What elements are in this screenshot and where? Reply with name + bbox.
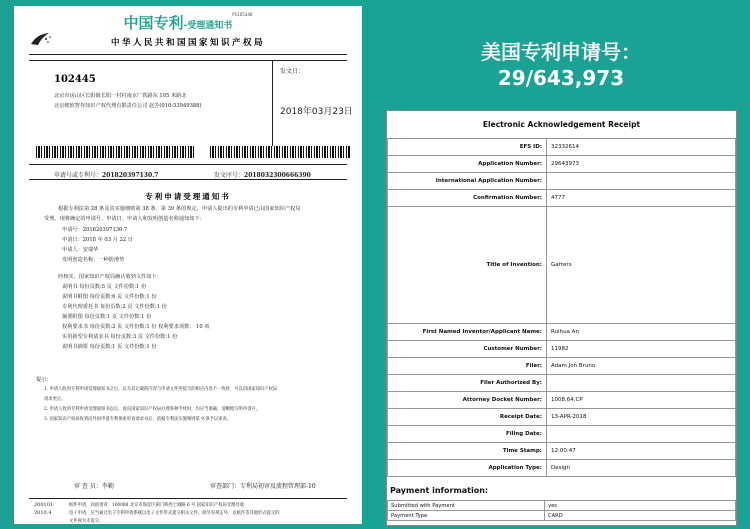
- footer-line: 文件视为未提交。: [69, 519, 104, 524]
- note-line: 1. 申请人收到专利申请受理通知书之后，认为其记载的内容与申请文件所提交的相应内容不一致时，可以向国家知识产权局: [44, 387, 278, 392]
- row-value: Adam Jon Bruno: [547, 358, 736, 375]
- doc-number: 2018032300666390: [244, 172, 311, 179]
- table-row: [388, 375, 736, 392]
- examiner: 审 查 员：李勤: [74, 483, 114, 490]
- us-title-line-1: 美国专利申请号：: [481, 40, 641, 64]
- row-value: 12:00:47: [547, 443, 736, 460]
- cn-title-sub: -受理通知书: [183, 21, 233, 31]
- row-value: 32332614: [547, 139, 736, 156]
- row-value: 1008.64.CP: [547, 392, 736, 409]
- row-value: 13-APR-2018: [547, 409, 736, 426]
- row-key: Customer Number:: [388, 341, 547, 358]
- info-line: 申请人：安瑞华: [62, 247, 99, 253]
- divider: [29, 164, 347, 165]
- body-line-1: 根据专利法第 28 条及其实施细则第 38 条、第 39 条的规定，申请人提出的专利申请已由国家知识产权局: [58, 206, 301, 212]
- department: 审查部门：专利局初审及流程管理部-10: [210, 483, 316, 490]
- row-key: Application Type:: [388, 460, 547, 477]
- footer-code-1: 200101: [34, 502, 54, 508]
- divider: [272, 61, 273, 153]
- row-key: Filer:: [388, 358, 547, 375]
- info-line: 申请日：2018 年 03 月 22 日: [62, 237, 133, 243]
- table-row: [388, 341, 736, 358]
- doc-number-label: 发文序号：: [214, 172, 245, 179]
- info-line: 申请号：201820397130.7: [62, 227, 128, 233]
- row-key: EFS ID:: [388, 139, 547, 156]
- payment-table: [387, 500, 736, 521]
- cn-authority: 中华人民共和国国家知识产权局: [110, 38, 265, 48]
- row-key: Filing Date:: [388, 426, 547, 443]
- divider: [29, 60, 347, 61]
- note-line: 3. 国家知识产权局收到向外国申请专利保密审查请求书后，依据专利法实施细则第 9 条予以审查。: [44, 417, 232, 422]
- doc-line: 说明书附图 每份页数:6 页 文件份数:1 份: [62, 294, 157, 300]
- table-row: [388, 426, 736, 443]
- acknowledgement-receipt: [386, 110, 737, 526]
- row-key: International Application Number:: [388, 173, 547, 190]
- table-row: [388, 409, 736, 426]
- doc-line: 专利代理委托书 每份页数:2 页 文件份数:1 份: [62, 304, 167, 310]
- footer-line: 电子申请，应当通过电子专利申请系统以电子文件形式提交相关文件。除另有规定外，以纸件等其他形式提交的: [69, 511, 280, 516]
- footer-line: 纸件申请，回函请寄：100088 北京市海淀区蓟门桥西土城路 6 号 国家知识产权局受理处收: [69, 503, 244, 508]
- table-row: [388, 501, 736, 511]
- row-key: Attorney Docket Number:: [388, 392, 547, 409]
- row-key: First Named Inventor/Applicant Name:: [388, 324, 547, 341]
- row-value: 4777: [547, 190, 736, 207]
- doc-line: 摘要附图 每份页数:1 页 文件份数:1 份: [62, 314, 152, 320]
- cn-receipt-notice: [14, 6, 362, 524]
- doc-line: 说明书 每份页数:5 页 文件份数:1 份: [62, 284, 147, 290]
- row-value: Design: [547, 460, 736, 477]
- cn-doc-title: 专利申请受理通知书: [145, 192, 231, 201]
- cn-title-code: P110534K: [232, 12, 253, 17]
- app-number-label: 申请号或专利号：: [54, 172, 103, 179]
- barcode: [210, 146, 350, 158]
- table-row: [388, 511, 736, 521]
- table-row: [388, 392, 736, 409]
- row-key: Confirmation Number:: [388, 190, 547, 207]
- address-line-2: 北京细软智谷知识产权代理有限责任公司 赵芳(010-53949388): [54, 103, 202, 109]
- app-number-field: [54, 170, 158, 179]
- row-value: CARD: [545, 511, 736, 521]
- doc-line: 实用新型专利请求书 每份页数:3 页 文件份数:1 份: [62, 334, 178, 340]
- barcode: [36, 146, 196, 158]
- doc-number-field: [214, 170, 311, 179]
- receipt-title: Electronic Acknowledgement Receipt: [387, 111, 736, 139]
- address-line-1: 北京市房山区长阳镇长阳一村村南京广铁路东 105 米路北: [54, 93, 187, 99]
- table-row: [388, 460, 736, 477]
- divider: [29, 498, 347, 499]
- table-row: [388, 207, 736, 324]
- notes-title: 提示：: [36, 377, 52, 383]
- row-key: Filer Authorized By:: [388, 375, 547, 392]
- row-key: Submitted with Payment: [388, 501, 545, 511]
- table-row: [388, 156, 736, 173]
- doc-line: 权利要求书 每份页数:2 页 文件份数:1 份 权利要求项数： 10 项: [62, 324, 210, 330]
- table-row: [388, 173, 736, 190]
- row-value: yes: [545, 501, 736, 511]
- table-row: [388, 139, 736, 156]
- dispatch-date-label: 发文日：: [280, 68, 305, 75]
- info-line: 发明创造名称：一种防滑垫: [62, 257, 125, 263]
- divider: [29, 54, 347, 55]
- row-value: 11982: [547, 341, 736, 358]
- payment-title: Payment information:: [390, 486, 489, 495]
- app-number: 201820397130.7: [102, 172, 159, 179]
- docs-intro: 经核实，国家知识产权局确认收到文件如下：: [58, 274, 162, 280]
- row-value: Ruihua An: [547, 324, 736, 341]
- row-key: Payment Type: [388, 511, 545, 521]
- cn-title-main: 中国专利: [123, 14, 184, 32]
- row-value: 29643973: [547, 156, 736, 173]
- row-key: Title of Invention:: [388, 207, 547, 324]
- row-value: [547, 173, 736, 190]
- table-row: [388, 358, 736, 375]
- row-key: Time Stamp:: [388, 443, 547, 460]
- footer-code-2: 2010.4: [34, 510, 52, 516]
- table-row: [388, 190, 736, 207]
- us-application-number: 29/643,973: [497, 66, 625, 90]
- row-value: [547, 426, 736, 443]
- body-line-2: 受理。现将确定的申请号、申请日、申请人和发明创造名称通知如下：: [44, 216, 205, 222]
- receipt-table: [387, 138, 736, 477]
- table-row: [388, 443, 736, 460]
- doc-line: 说明书摘要 每份页数:1 页 文件份数:1 份: [62, 344, 157, 350]
- note-line: 2. 申请人收到专利申请受理通知书以后，再向国家知识产权局办理各种手续时，均应当准确、清晰地写明申请号。: [44, 407, 261, 412]
- row-key: Receipt Date:: [388, 409, 547, 426]
- cn-notice-title: [14, 12, 362, 33]
- row-value: [547, 375, 736, 392]
- row-value: Garters: [547, 207, 736, 324]
- row-key: Application Number:: [388, 156, 547, 173]
- dispatch-date: 2018年03月23日: [280, 107, 353, 117]
- divider: [29, 179, 347, 180]
- note-line: 请求更正。: [44, 397, 66, 402]
- serial-number: 102445: [54, 74, 96, 85]
- table-row: [388, 324, 736, 341]
